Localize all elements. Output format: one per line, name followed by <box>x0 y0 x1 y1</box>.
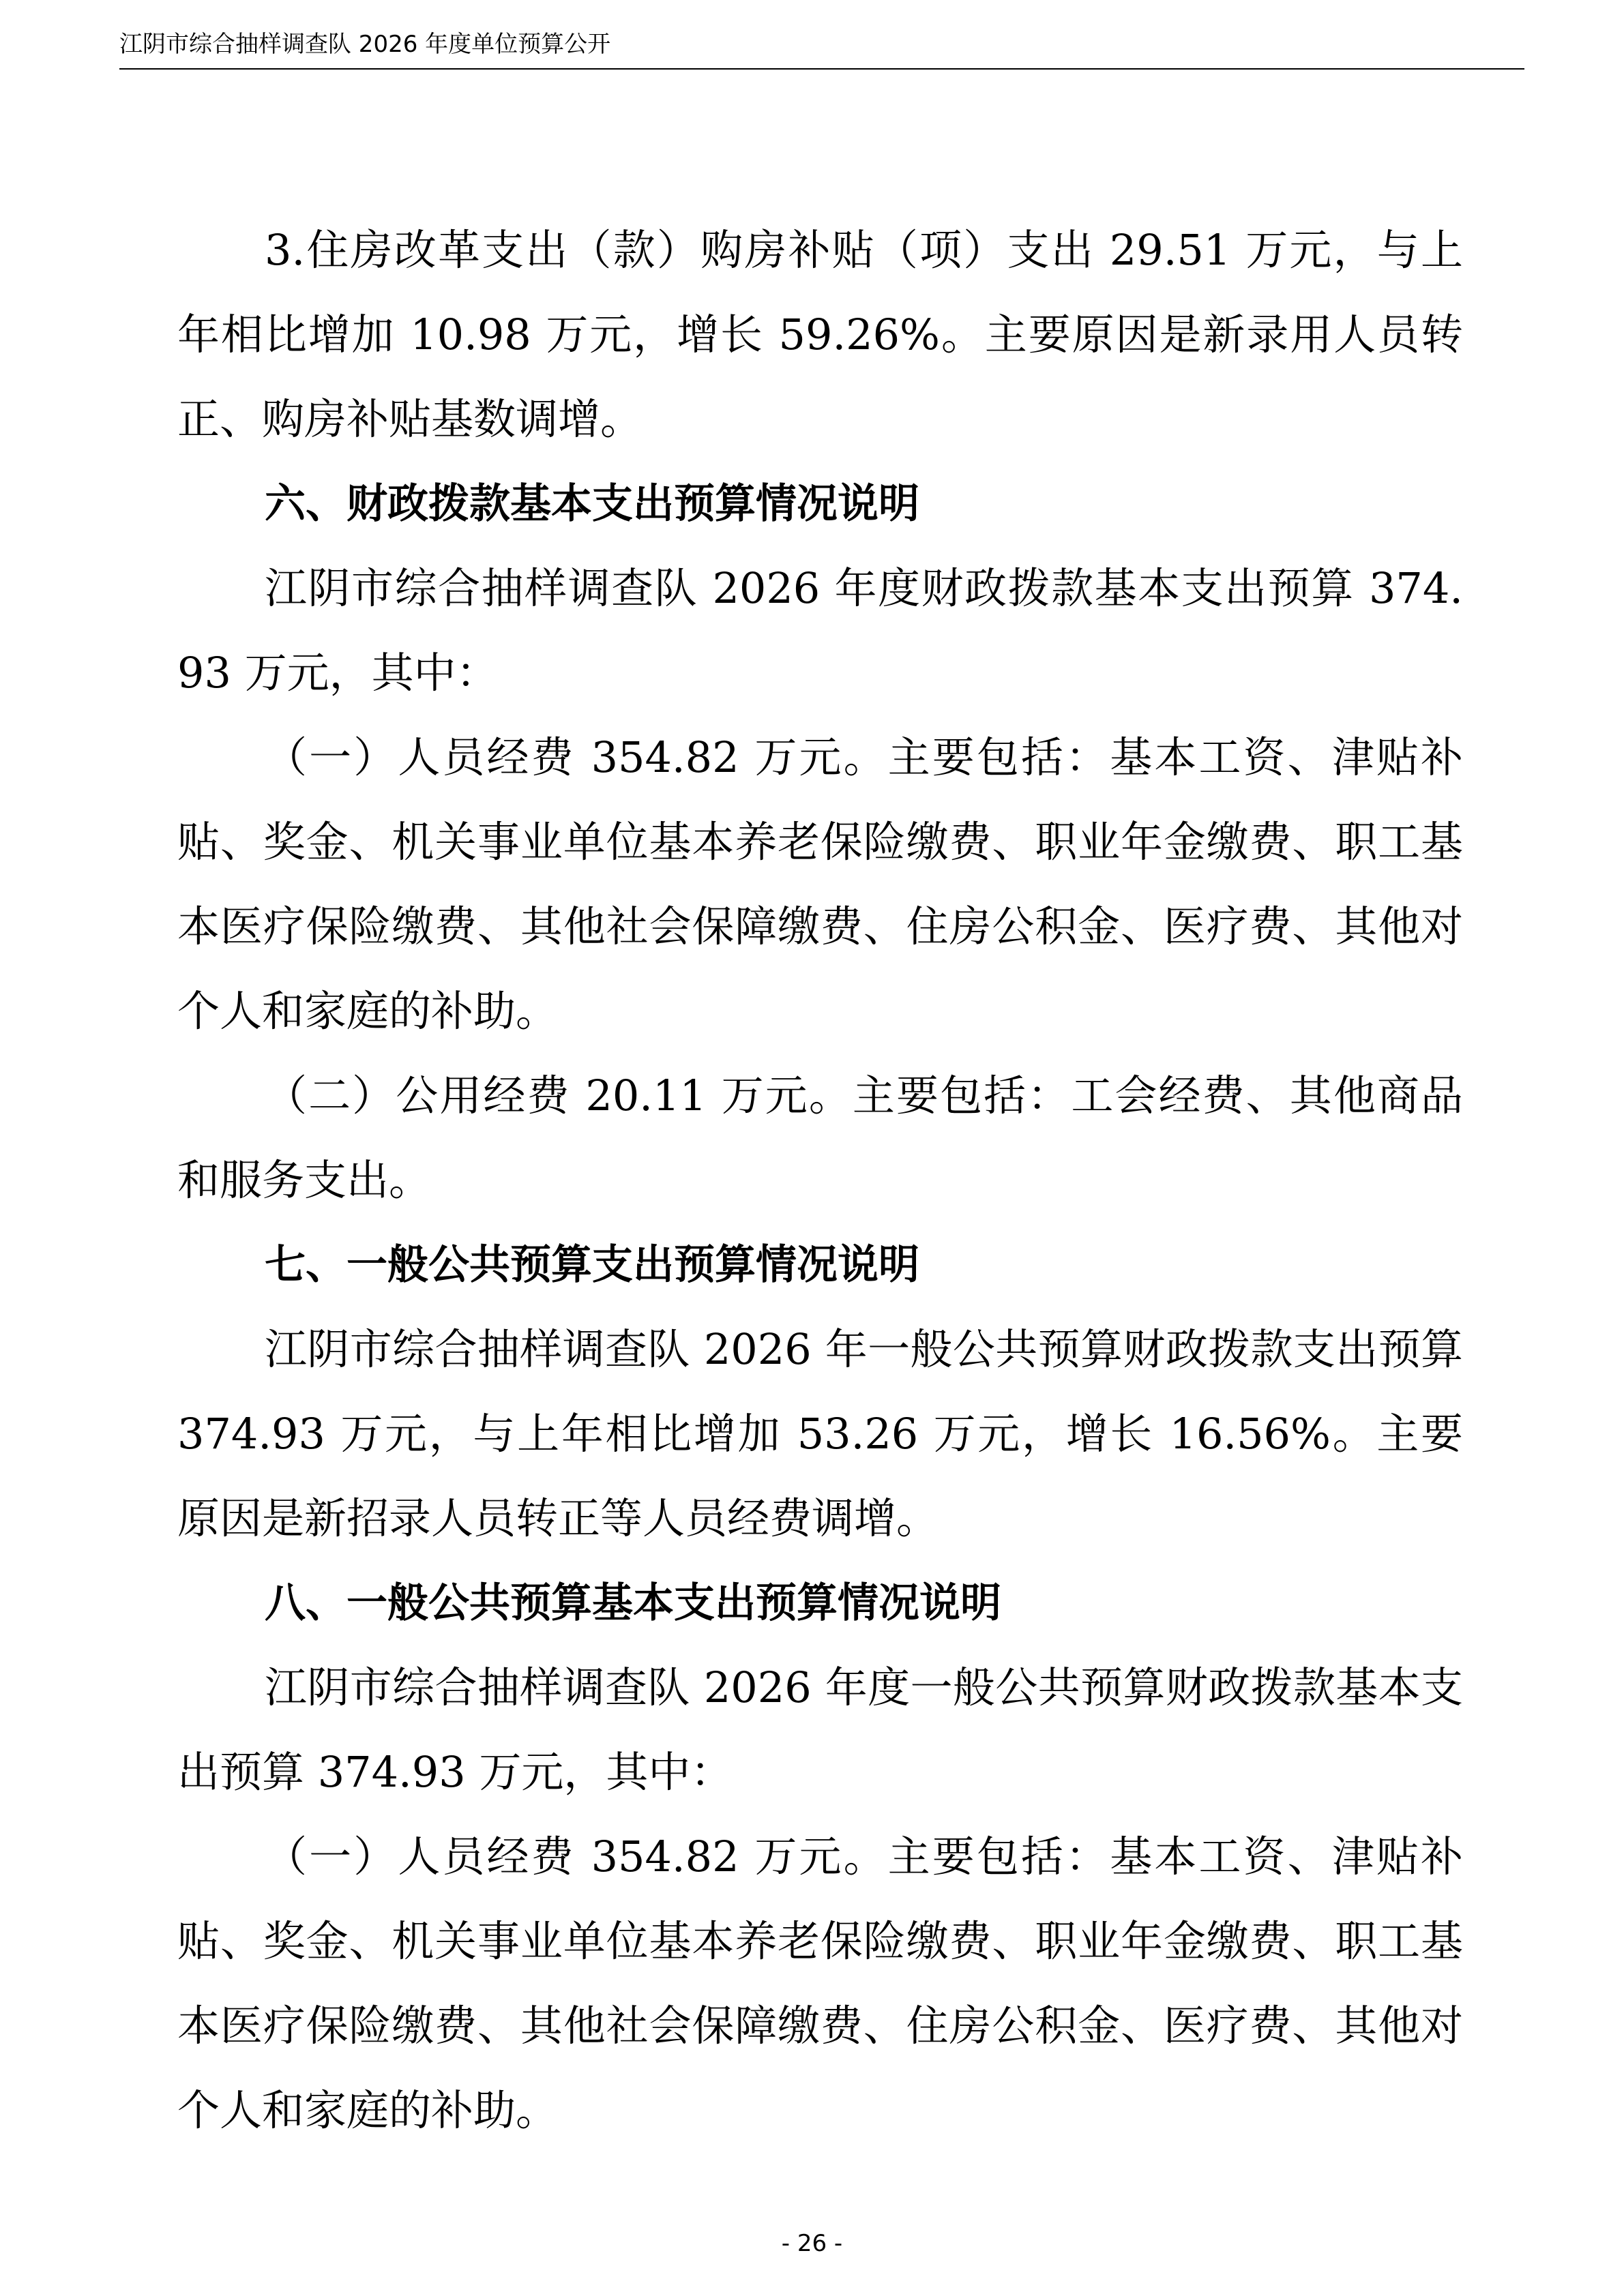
page-number: - 26 - <box>781 2230 843 2257</box>
section-heading-7: 七、一般公共预算支出预算情况说明 <box>265 1241 919 1289</box>
document-body <box>177 208 1463 2153</box>
section-heading-8: 八、一般公共预算基本支出预算情况说明 <box>265 1579 1001 1627</box>
paragraph-personnel-expenses-2: （一）人员经费 354.82 万元。主要包括：基本工资、津贴补贴、奖金、机关事业单位基本养老保险缴费、职业年金缴费、职工基本医疗保险缴费、其他社会保障缴费、住房公积金、医疗费、其他对个人和家庭的补助。 <box>177 1832 1463 2135</box>
paragraph-basic-expenditure-total: 江阴市综合抽样调查队 2026 年度财政拨款基本支出预算 374.93 万元，其中： <box>177 563 1463 698</box>
paragraph-general-budget-basic-total: 江阴市综合抽样调查队 2026 年度一般公共预算财政拨款基本支出预算 374.93 万元，其中： <box>177 1663 1463 1797</box>
header-title: 江阴市综合抽样调查队 2026 年度单位预算公开 <box>119 31 611 58</box>
paragraph-public-expenses: （二）公用经费 20.11 万元。主要包括：工会经费、其他商品和服务支出。 <box>177 1071 1463 1205</box>
section-heading-6: 六、财政拨款基本支出预算情况说明 <box>265 480 919 528</box>
paragraph-personnel-expenses: （一）人员经费 354.82 万元。主要包括：基本工资、津贴补贴、奖金、机关事业单位基本养老保险缴费、职业年金缴费、职工基本医疗保险缴费、其他社会保障缴费、住房公积金、医疗费、其他对个人和家庭的补助。 <box>177 732 1463 1036</box>
paragraph-general-budget-expenditure: 江阴市综合抽样调查队 2026 年一般公共预算财政拨款支出预算 374.93 万元，与上年相比增加 53.26 万元，增长 16.56%。主要原因是新招录人员转正等人员经费调增。 <box>177 1324 1463 1543</box>
page-header <box>119 27 1524 70</box>
paragraph-housing-subsidy: 3.住房改革支出（款）购房补贴（项）支出 29.51 万元，与上年相比增加 10.98 万元，增长 59.26%。主要原因是新录用人员转正、购房补贴基数调增。 <box>177 225 1463 444</box>
